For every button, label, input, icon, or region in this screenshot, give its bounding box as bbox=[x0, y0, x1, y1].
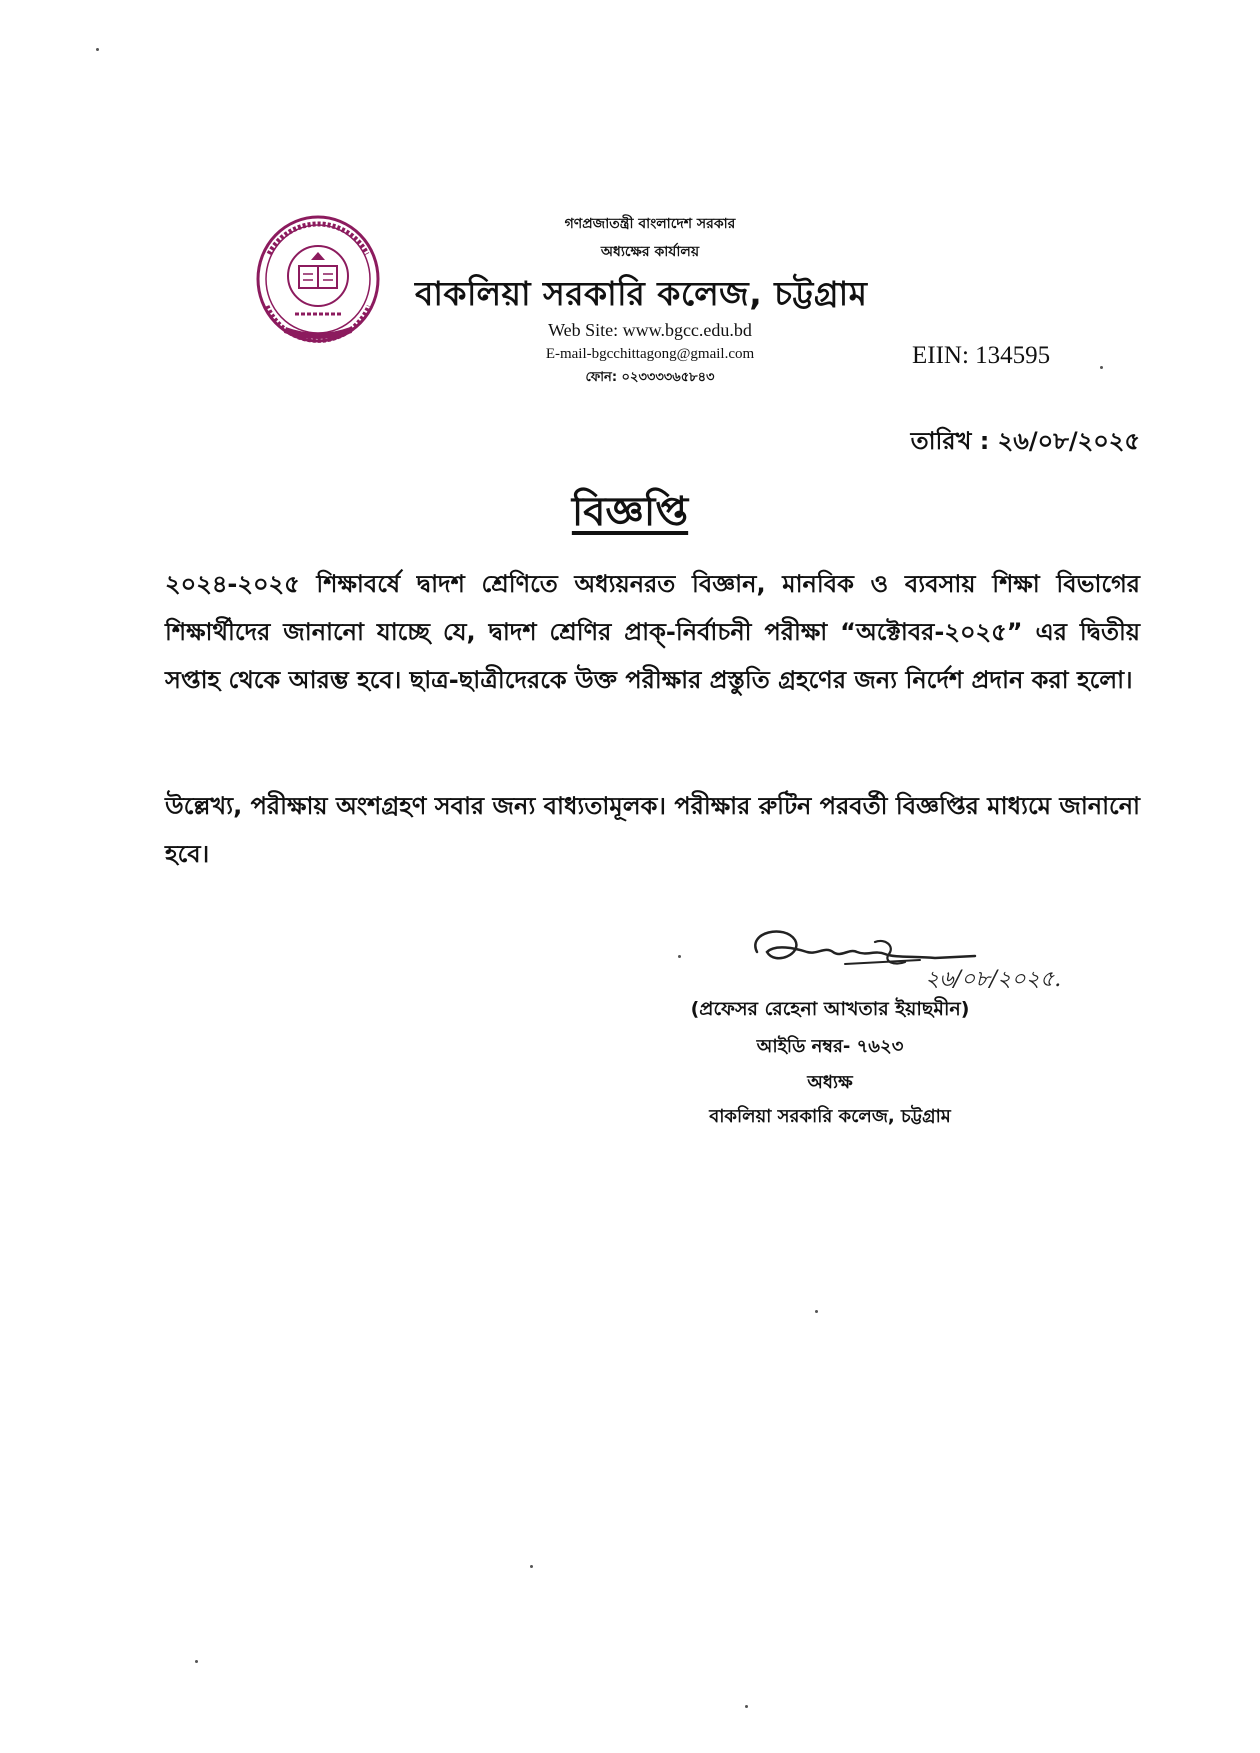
scan-speck bbox=[815, 1310, 818, 1313]
scan-speck bbox=[1100, 366, 1103, 369]
website-line: Web Site: www.bgcc.edu.bd bbox=[548, 320, 752, 340]
signatory-institution: বাকলিয়া সরকারি কলেজ, চট্টগ্রাম bbox=[709, 1106, 951, 1127]
signatory-name: (প্রফেসর রেহেনা আখতার ইয়াছমীন) bbox=[690, 998, 970, 1020]
scan-speck bbox=[678, 955, 681, 958]
scan-speck bbox=[96, 48, 99, 51]
notice-title: বিজ্ঞপ্তি bbox=[571, 489, 689, 535]
body-paragraph-2: উল্লেখ্য, পরীক্ষায় অংশগ্রহণ সবার জন্য বাধ্যতামূলক। পরীক্ষার রুটিন পরবর্তী বিজ্ঞপ্তির মাধ্যমে জানানো হবে। bbox=[165, 792, 1140, 868]
signatory-id: আইডি নম্বর- ৭৬২৩ bbox=[756, 1036, 904, 1057]
email-line: E-mail-bgcchittagong@gmail.com bbox=[545, 346, 755, 362]
scan-speck bbox=[745, 1705, 748, 1708]
scan-speck bbox=[195, 1660, 198, 1663]
college-seal-logo bbox=[255, 214, 381, 344]
body-paragraph-1: ২০২৪-২০২৫ শিক্ষাবর্ষে দ্বাদশ শ্রেণিতে অধ্যয়নরত বিজ্ঞান, মানবিক ও ব্যবসায় শিক্ষা বিভাগের শিক্ষার্থীদের জানানো যাচ্ছে যে, দ্বাদশ শ্রেণির প্রাক্-নির্বাচনী পরীক্ষা “অক্টোবর-২০২৫” এর দ্বিতীয় সপ্তাহ থেকে আরম্ভ হবে। ছাত্র-ছাত্রীদেরকে উক্ত পরীক্ষার প্রস্তুতি গ্রহণের জন্য নির্দেশ প্রদান করা হলো। bbox=[165, 570, 1140, 694]
phone-line: ফোন: ০২৩৩৩৩৬৫৮৪৩ bbox=[585, 370, 715, 385]
scan-speck bbox=[530, 1565, 533, 1568]
signatory-designation: অধ্যক্ষ bbox=[807, 1072, 853, 1093]
college-name: বাকলিয়া সরকারি কলেজ, চট্টগ্রাম bbox=[415, 274, 868, 313]
notice-date: তারিখ : ২৬/০৮/২০২৫ bbox=[910, 427, 1140, 455]
eiin-number: EIIN: 134595 bbox=[912, 342, 1051, 369]
signature-date: ২৬/০৮/২০২৫. bbox=[925, 967, 1062, 992]
government-line: গণপ্রজাতন্ত্রী বাংলাদেশ সরকার bbox=[564, 216, 736, 232]
office-line: অধ্যক্ষের কার্যালয় bbox=[600, 244, 700, 260]
